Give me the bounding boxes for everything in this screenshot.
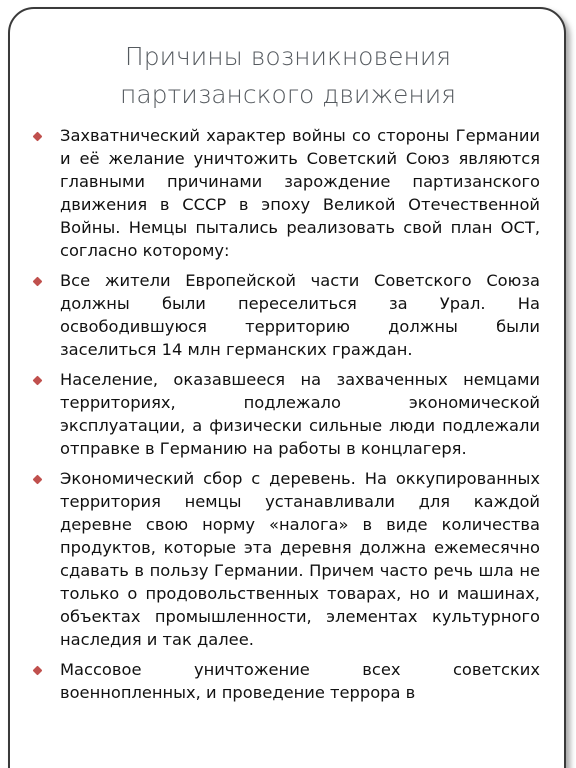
slide-title — [40, 38, 536, 114]
slide-title-line-2: партизанского движения — [119, 80, 457, 109]
bullet-text: Экономический сбор с деревень. На оккупированных территория немцы устанавливали для каждой деревне свою норму «налога» в виде количества продуктов, которые эта деревня должна ежемесячно сдавать в пользу Германии. Причем часто речь шла не только о продовольственных товарах, но и машинах, объектах промышленности, элементах культурного наследия и так далее. — [60, 469, 540, 649]
bullet-item — [34, 467, 540, 651]
bullet-item — [34, 269, 540, 361]
bullet-list — [34, 124, 540, 704]
bullet-icon — [33, 666, 43, 676]
bullet-icon — [33, 132, 43, 142]
bullet-text: Все жители Европейской части Советского Союза должны были переселиться за Урал. На освободившуюся территорию должны были заселиться 14 млн германских граждан. — [60, 271, 540, 359]
bullet-item — [34, 124, 540, 262]
slide-title-line-1: Причины возникновения — [124, 42, 452, 71]
bullet-text: Захватнический характер войны со стороны Германии и её желание уничтожить Советский Союз являются главными причинами зарождение партизанского движения в СССР в эпоху Великой Отечественной Войны. Немцы пытались реализовать свой план ОСТ, согласно которому: — [60, 126, 540, 260]
bullet-text: Массовое уничтожение всех советских военнопленных, и проведение террора в — [60, 660, 540, 702]
bullet-item — [34, 658, 540, 704]
bullet-text: Население, оказавшееся на захваченных немцами территориях, подлежало экономической эксплуатации, а физически сильные люди подлежали отправке в Германию на работы в концлагеря. — [60, 370, 540, 458]
bullet-item — [34, 368, 540, 460]
bullet-icon — [33, 376, 43, 386]
slide-content — [34, 124, 540, 711]
bullet-icon — [33, 475, 43, 485]
bullet-icon — [33, 277, 43, 287]
